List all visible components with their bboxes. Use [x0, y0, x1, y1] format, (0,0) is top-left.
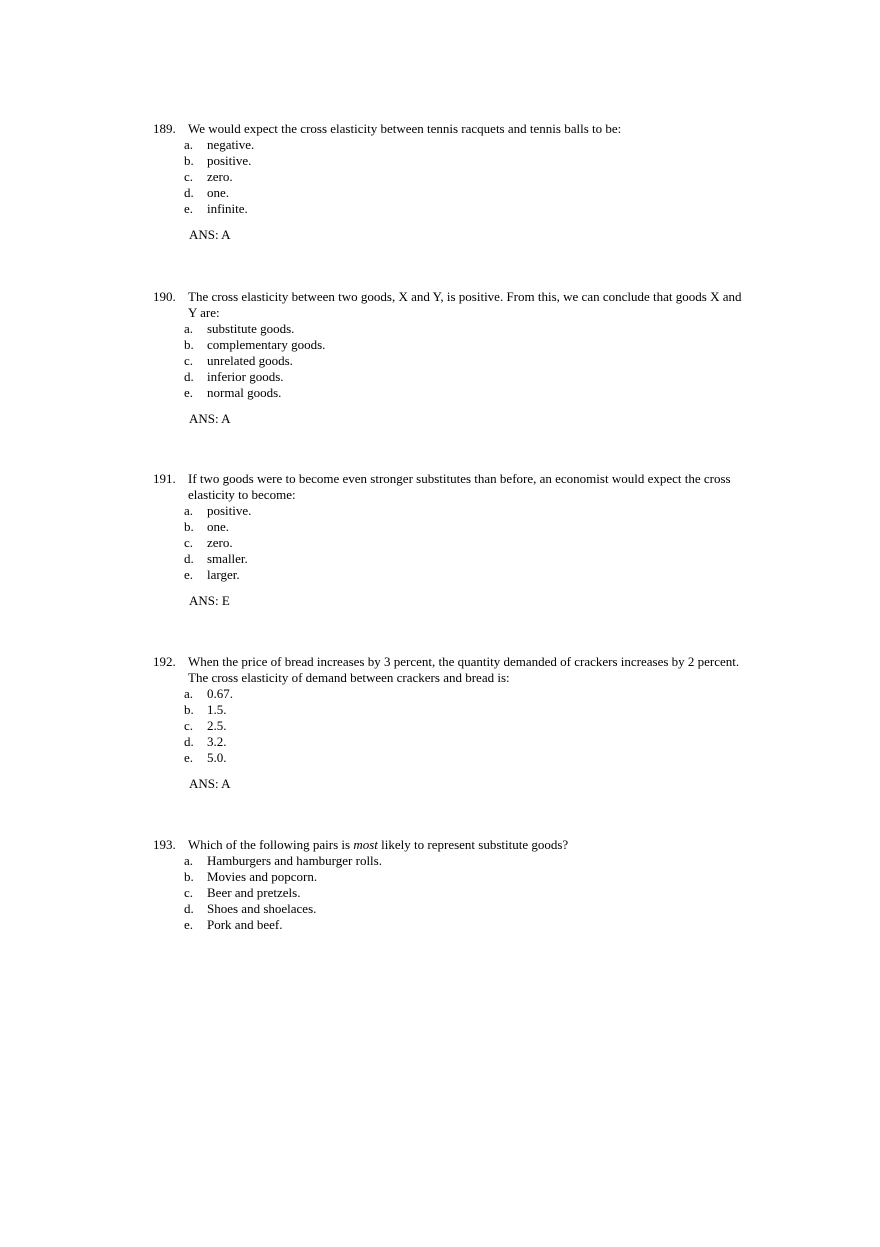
option-e	[153, 917, 753, 933]
option-text: zero.	[207, 169, 233, 184]
option-b	[153, 153, 753, 169]
option-a	[153, 686, 753, 702]
question-191	[153, 471, 753, 609]
option-c	[153, 885, 753, 901]
option-text: unrelated goods.	[207, 353, 293, 368]
answer-key: ANS: A	[189, 411, 231, 426]
question-number: 193.	[153, 837, 176, 852]
option-text: normal goods.	[207, 385, 282, 400]
option-d	[153, 551, 753, 567]
option-letter: b.	[184, 869, 194, 884]
option-e	[153, 385, 753, 401]
option-letter: a.	[184, 686, 194, 701]
option-text: positive.	[207, 153, 252, 168]
question-text: We would expect the cross elasticity between tennis racquets and tennis balls to be:	[188, 121, 622, 136]
option-d	[153, 901, 753, 917]
question-192	[153, 654, 753, 792]
option-letter: a.	[184, 137, 194, 152]
option-a	[153, 321, 753, 337]
option-letter: e.	[184, 917, 194, 932]
option-text: one.	[207, 519, 230, 534]
option-text: inferior goods.	[207, 369, 284, 384]
question-189	[153, 121, 753, 243]
option-e	[153, 201, 753, 217]
option-a	[153, 137, 753, 153]
option-text: 0.67.	[207, 686, 233, 701]
answer-options	[153, 137, 753, 217]
option-letter: e.	[184, 201, 194, 216]
question-number: 190.	[153, 289, 176, 304]
option-letter: d.	[184, 551, 194, 566]
question-text: When the price of bread increases by 3 percent, the quantity demanded of crackers increases by 2 percent. The cross elasticity of demand between crackers and bread is:	[188, 654, 740, 685]
question-number: 191.	[153, 471, 176, 486]
answer-key: ANS: A	[189, 776, 231, 791]
option-e	[153, 567, 753, 583]
option-letter: a.	[184, 853, 194, 868]
option-text: Movies and popcorn.	[207, 869, 318, 884]
option-text: zero.	[207, 535, 233, 550]
option-c	[153, 718, 753, 734]
option-d	[153, 369, 753, 385]
answer-options	[153, 503, 753, 583]
answer-options	[153, 686, 753, 766]
option-text: Pork and beef.	[207, 917, 283, 932]
answer-key: ANS: A	[189, 227, 231, 242]
question-text	[188, 837, 753, 853]
answer-options	[153, 321, 753, 401]
question-text-emphasis: most	[353, 837, 378, 852]
option-letter: b.	[184, 519, 194, 534]
option-b	[153, 337, 753, 353]
option-e	[153, 750, 753, 766]
option-c	[153, 353, 753, 369]
option-a	[153, 503, 753, 519]
question-text: If two goods were to become even stronger substitutes than before, an economist would expect the cross elasticity to become:	[188, 471, 731, 502]
option-letter: c.	[184, 169, 194, 184]
option-b	[153, 519, 753, 535]
option-c	[153, 169, 753, 185]
option-text: one.	[207, 185, 230, 200]
option-letter: b.	[184, 153, 194, 168]
option-letter: d.	[184, 901, 194, 916]
option-text: Shoes and shoelaces.	[207, 901, 317, 916]
option-letter: b.	[184, 702, 194, 717]
option-text: positive.	[207, 503, 252, 518]
option-letter: d.	[184, 185, 194, 200]
option-d	[153, 734, 753, 750]
option-letter: e.	[184, 385, 194, 400]
option-text: complementary goods.	[207, 337, 326, 352]
question-text-end: likely to represent substitute goods?	[377, 837, 569, 852]
answer-options	[153, 853, 753, 933]
option-a	[153, 853, 753, 869]
option-b	[153, 869, 753, 885]
option-text: larger.	[207, 567, 240, 582]
option-text: negative.	[207, 137, 255, 152]
option-letter: d.	[184, 369, 194, 384]
option-b	[153, 702, 753, 718]
option-text: 3.2.	[207, 734, 227, 749]
option-letter: c.	[184, 353, 194, 368]
option-text: infinite.	[207, 201, 248, 216]
answer-key: ANS: E	[189, 593, 230, 608]
question-text: The cross elasticity between two goods, X and Y, is positive. From this, we can conclude that goods X and Y are:	[188, 289, 742, 320]
option-letter: a.	[184, 321, 194, 336]
option-d	[153, 185, 753, 201]
option-text: 5.0.	[207, 750, 227, 765]
option-letter: e.	[184, 567, 194, 582]
question-text-start: Which of the following pairs is	[188, 837, 354, 852]
option-text: substitute goods.	[207, 321, 295, 336]
option-c	[153, 535, 753, 551]
question-190	[153, 289, 753, 427]
option-letter: c.	[184, 718, 194, 733]
option-text: smaller.	[207, 551, 248, 566]
option-letter: c.	[184, 885, 194, 900]
option-letter: e.	[184, 750, 194, 765]
option-text: Beer and pretzels.	[207, 885, 301, 900]
question-number: 189.	[153, 121, 176, 136]
option-text: Hamburgers and hamburger rolls.	[207, 853, 382, 868]
question-193	[153, 837, 753, 933]
option-letter: c.	[184, 535, 194, 550]
option-letter: d.	[184, 734, 194, 749]
option-letter: b.	[184, 337, 194, 352]
question-number: 192.	[153, 654, 176, 669]
option-text: 1.5.	[207, 702, 227, 717]
option-letter: a.	[184, 503, 194, 518]
option-text: 2.5.	[207, 718, 227, 733]
